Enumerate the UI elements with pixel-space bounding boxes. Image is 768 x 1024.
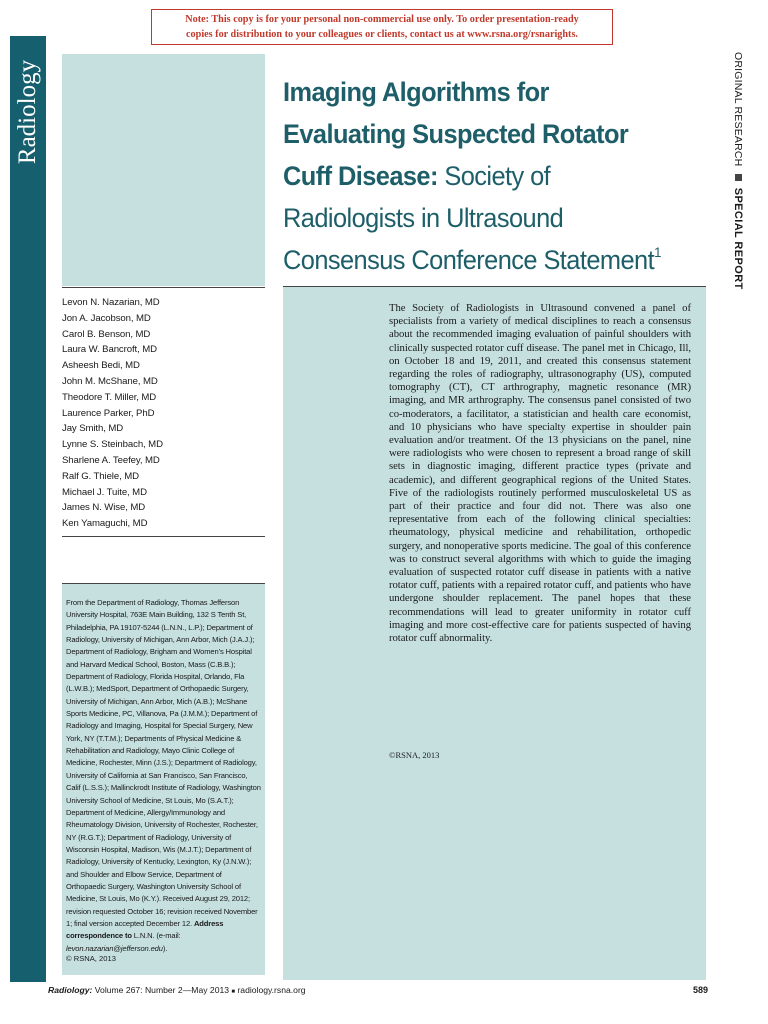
article-title: [283, 71, 678, 281]
page-footer: [48, 985, 708, 995]
abstract-panel: [283, 286, 706, 980]
correspondence-end: ).: [162, 943, 168, 953]
author-list: [62, 295, 163, 532]
divider: [62, 536, 265, 537]
affiliations-body: From the Department of Radiology, Thomas Jefferson University Hospital, 763E Main Building, 132 S Tenth St, Philadelphia, PA 19107-5244 (L.N.N., L.P.); Department of Radiology, University of Michigan, Ann Arbor, Mich (J.A.J.); Department of Radiology, Brigham and Women’s Hospital and Harvard Medical School, Boston, Mass (C.B.B.); Department of Radiology, Florida Hospital, Orlando, Fla (L.W.B.); MedSport, Department of Orthopaedic Surgery, University of Michigan, Ann Arbor, Mich (A.B.); McShane Sports Medicine, PC, Villanova, Pa (J.M.M.); Department of Radiology and Imaging, Hospital for Special Surgery, New York, NY (T.T.M.); Departments of Physical Medicine & Rehabilitation and Radiology, Mayo Clinic College of Medicine, Rochester, Minn (J.S.); Department of Radiology, University of California at San Francisco, San Francisco, Calif (L.S.S.); Mallinckrodt Institute of Radiology, Washington University School of Medicine, St Louis, Mo (S.A.T.); Department of Medicine, Allergy/Immunology and Rheumatology Division, University of Rochester, Rochester, NY (R.G.T.); Department of Radiology, University of Wisconsin Hospital, Madison, Wis (M.J.T.); Department of Radiology, University of Kentucky, Lexington, Ky (J.N.W.); and Shoulder and Elbow Service, Department of Orthopaedic Surgery, Washington University School of Medicine, St Louis, Mo (K.Y.). Received August 29, 2012; revision requested October 16; revision received November 1; final version accepted December 12.: [66, 598, 261, 928]
footer-journal: Radiology:: [48, 985, 93, 995]
author: Lynne S. Steinbach, MD: [62, 439, 163, 451]
footer-bullet-icon: ■: [231, 989, 236, 995]
footer-citation: [48, 985, 306, 995]
header-panel: [62, 54, 265, 286]
page-number: 589: [692, 985, 708, 995]
footer-url[interactable]: radiology.rsna.org: [237, 985, 306, 995]
correspondence-name: L.N.N. (e-mail:: [133, 931, 181, 941]
section-label: [732, 52, 744, 290]
abstract-copyright: ©RSNA, 2013: [389, 750, 440, 760]
divider: [62, 287, 265, 288]
divider: [62, 583, 265, 584]
notice-line-1: Note: This copy is for your personal non-commercial use only. To order presentation-ready: [185, 14, 579, 25]
abstract-text: The Society of Radiologists in Ultrasound convened a panel of specialists from a variety of medical disciplines to reach a consensus about the recommended imaging evaluation of painful shoulders with clinically suspected rotator cuff disease. The panel met in Chicago, Ill, on October 18 and 19, 2011, and created this consensus statement regarding the roles of radiography, ultrasonography (US), computed tomography (CT), CT arthrography, magnetic resonance (MR) imaging, and MR arthrography. The consensus panel consisted of two co-moderators, a facilitator, a statistician and health care economist, and 10 physicians who have specialty expertise in shoulder pain evaluation and/or treatment. Of the 13 physicians on the panel, nine were radiologists who were chosen to represent a broad range of skill sets in diagnostic imaging, different practice types (private and academic), and different geographical regions of the United States. Five of the radiologists routinely performed musculoskeletal US as part of their practice and four did not. There was also one representative from each of the following clinical specialties: rheumatology, physical medicine and rehabilitation, orthopedic surgery, and nonoperative sports medicine. The goal of this conference was to construct several algorithms with which to guide the imaging evaluation of suspected rotator cuff disease in patients with a native rotator cuff, patients with a repaired rotator cuff, and patients who have undergone shoulder replacement. The panel hopes that these recommendations will lead to greater uniformity in rotator cuff imaging and more cost-effective care for patients suspected of having rotator cuff abnormality.: [389, 302, 691, 645]
author: Jon A. Jacobson, MD: [62, 312, 151, 324]
author: Ken Yamaguchi, MD: [62, 518, 148, 530]
label-separator-icon: [735, 174, 742, 181]
title-regular: Society of Radiologists in Ultrasound Consensus Conference Statement: [283, 161, 655, 275]
copyright-notice: [151, 9, 613, 45]
journal-name: Radiology: [14, 59, 41, 165]
author: Asheesh Bedi, MD: [62, 360, 140, 372]
title-footnote: 1: [654, 244, 661, 260]
footer-volume: Volume 267: Number 2—May 2013: [94, 985, 230, 995]
author: Michael J. Tuite, MD: [62, 486, 147, 498]
affiliations-text: [66, 597, 261, 955]
section-label-original-research: ORIGINAL RESEARCH: [732, 52, 744, 167]
title-bold: Imaging Algorithms for Evaluating Suspected Rotator Cuff Disease:: [283, 77, 629, 191]
correspondence-label: Address correspondence to: [66, 918, 224, 941]
affiliations-copyright: © RSNA, 2013: [66, 954, 116, 963]
notice-line-2: copies for distribution to your colleagues or clients, contact us at www.rsna.org/rsnarights.: [186, 29, 578, 40]
author: James N. Wise, MD: [62, 502, 146, 514]
author: Carol B. Benson, MD: [62, 328, 151, 340]
author: Sharlene A. Teefey, MD: [62, 454, 160, 466]
author: Laura W. Bancroft, MD: [62, 344, 157, 356]
author: Jay Smith, MD: [62, 423, 124, 435]
section-label-special-report: SPECIAL REPORT: [732, 187, 744, 290]
affiliations-panel: [62, 583, 265, 975]
correspondence-email[interactable]: levon.nazarian@jefferson.edu: [66, 943, 163, 953]
author: Laurence Parker, PhD: [62, 407, 155, 419]
journal-sidebar: [10, 36, 46, 982]
author: John M. McShane, MD: [62, 375, 158, 387]
author: Levon N. Nazarian, MD: [62, 297, 160, 308]
author: Theodore T. Miller, MD: [62, 391, 157, 403]
author: Ralf G. Thiele, MD: [62, 470, 139, 482]
